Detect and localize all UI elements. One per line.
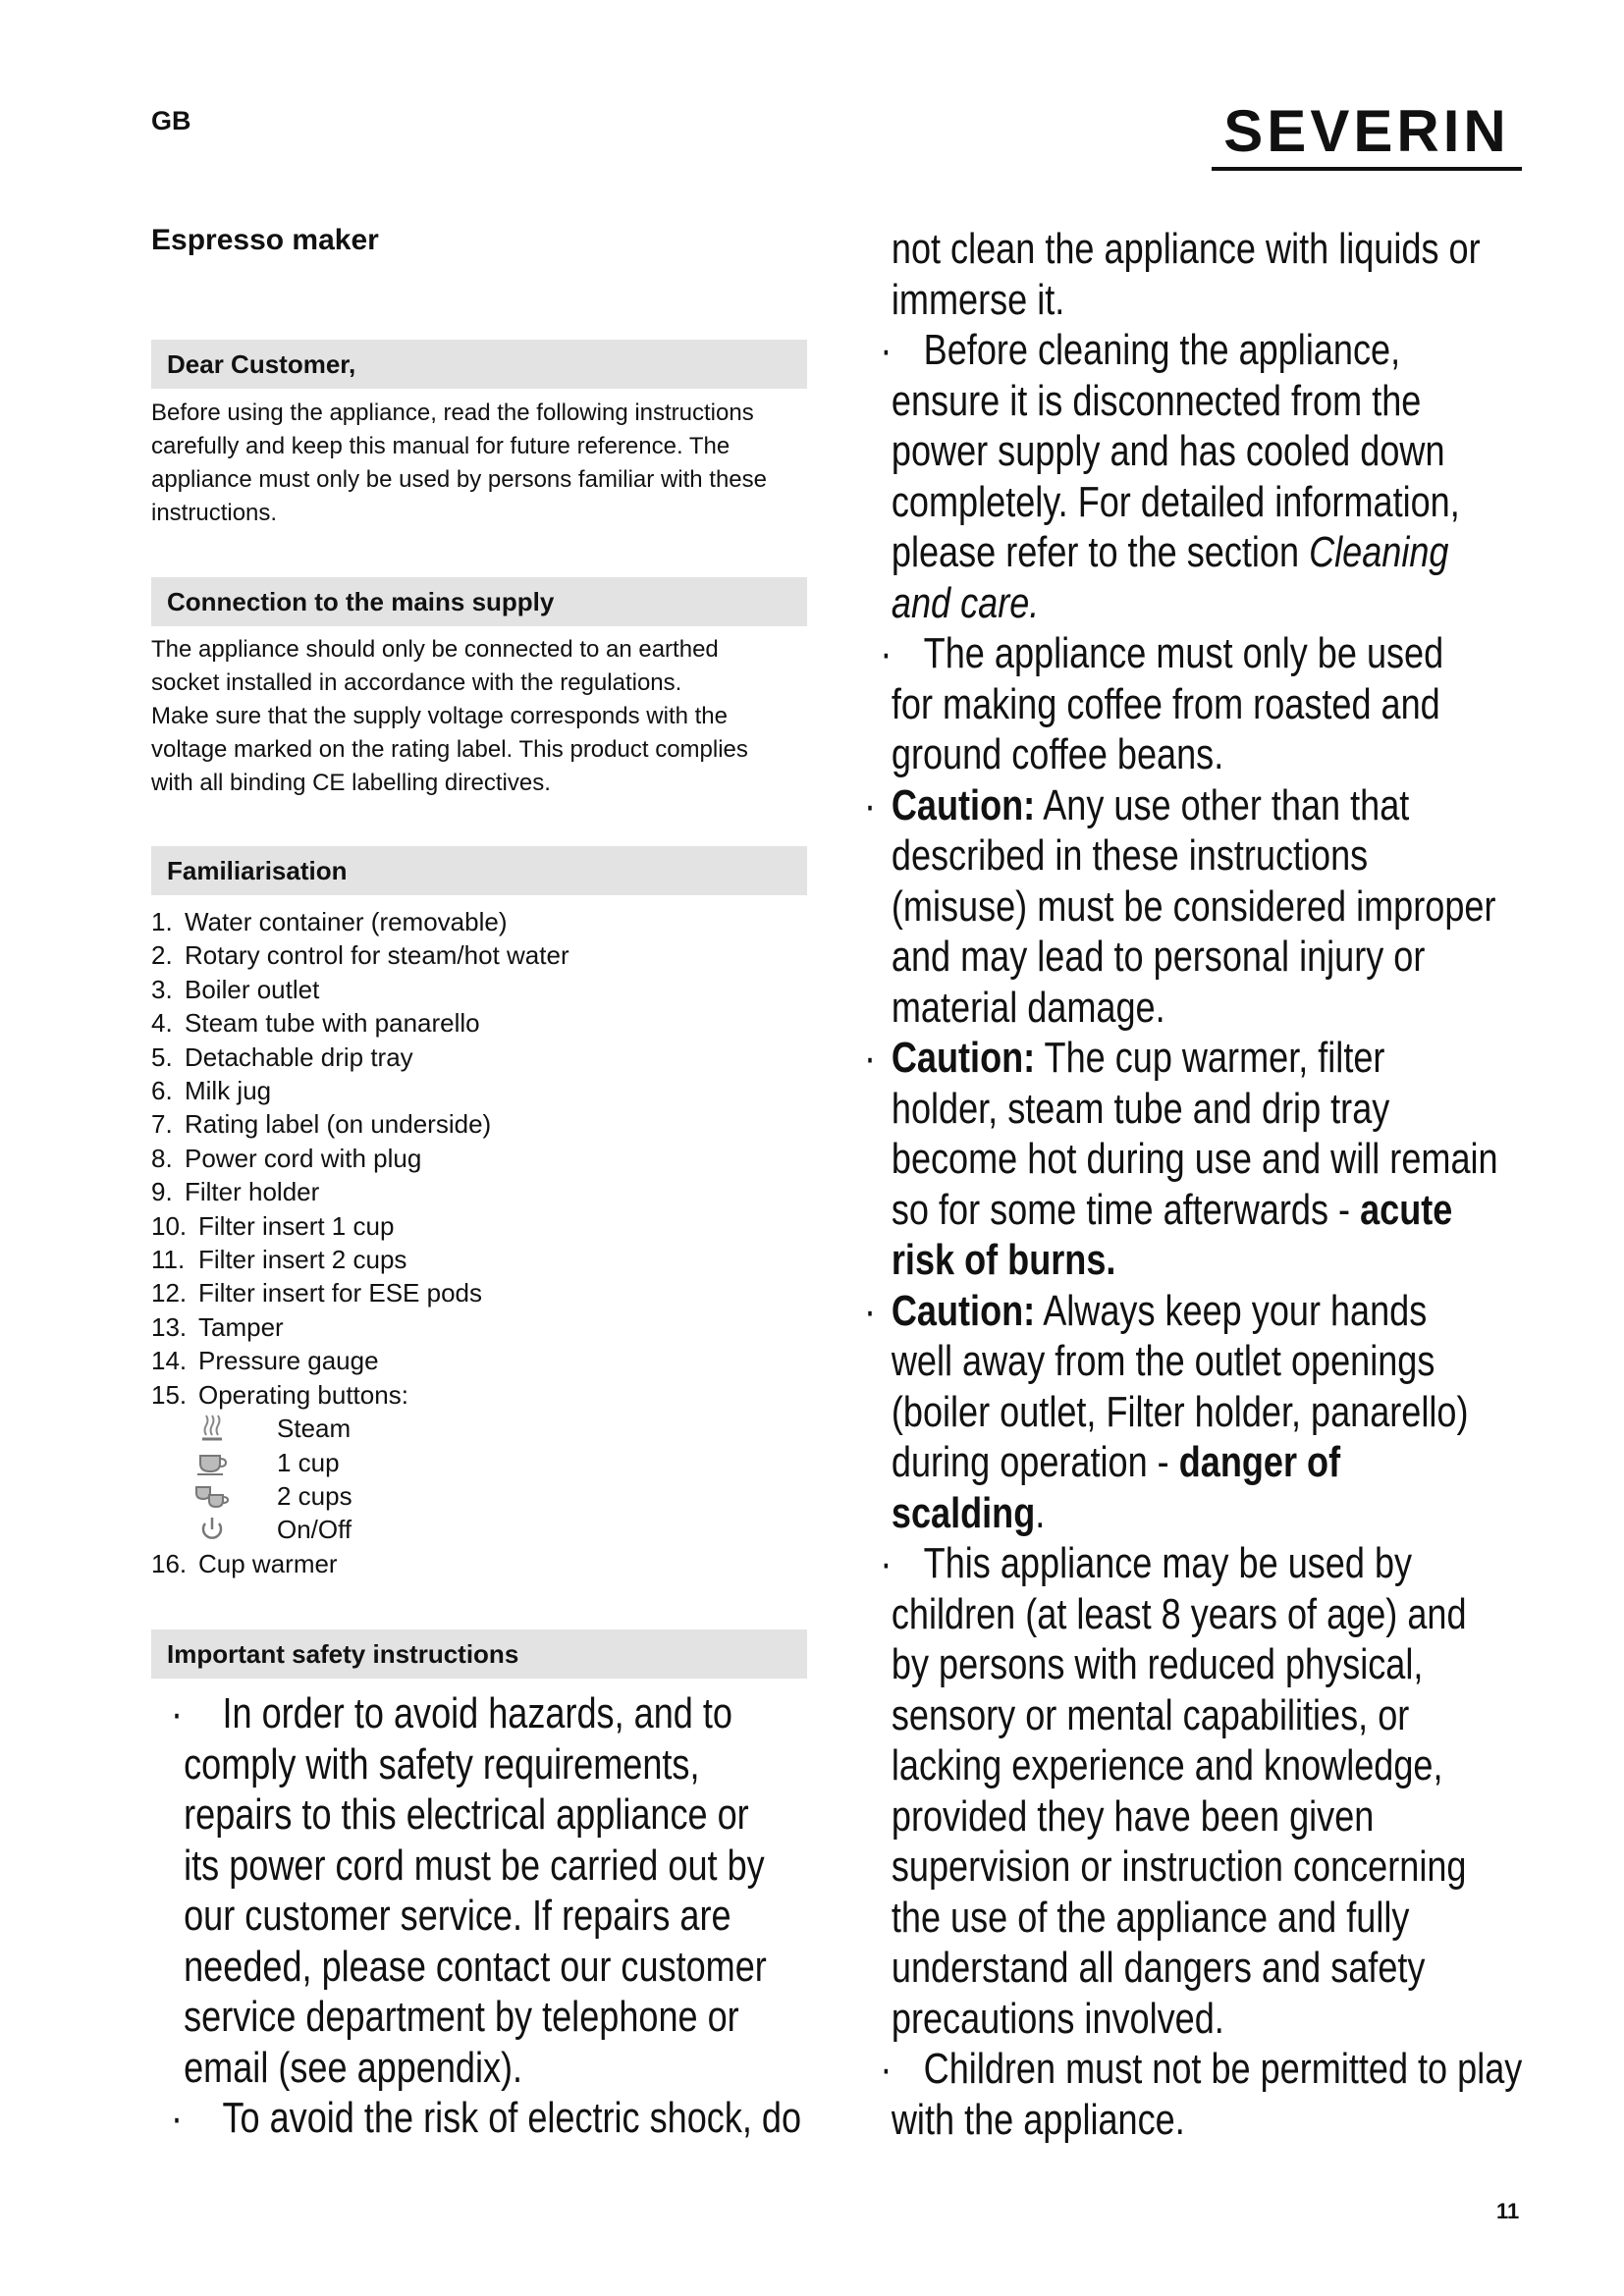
caution-label: Caution: xyxy=(891,1034,1036,1082)
text-line: well away from the outlet openings xyxy=(891,1337,1435,1385)
text-line: and care. xyxy=(891,578,1040,627)
text-line: Make sure that the supply voltage corresponds with the xyxy=(151,703,728,729)
list-item: 7. Rating label (on underside) xyxy=(151,1109,492,1140)
text-line: voltage marked on the rating label. This product complies xyxy=(151,736,748,763)
caution-label: Caution: xyxy=(891,1286,1036,1335)
text-line: with all binding CE labelling directives. xyxy=(151,770,551,796)
customer-paragraph xyxy=(151,397,819,530)
text-line: and may lead to personal injury or xyxy=(891,933,1426,981)
text-line: not clean the appliance with liquids or xyxy=(891,225,1481,273)
text-line: · This appliance may be used by xyxy=(880,1539,1413,1587)
text-line: socket installed in accordance with the regulations. xyxy=(151,669,682,696)
section-header-familiarisation: Familiarisation xyxy=(151,846,807,895)
text-line: · Caution: Always keep your hands xyxy=(864,1286,1428,1335)
text-line: with the appliance. xyxy=(891,2095,1185,2144)
parts-list-continued xyxy=(151,1547,338,1580)
section-header-safety: Important safety instructions xyxy=(151,1629,807,1679)
safety-text-right xyxy=(864,224,1522,2145)
text-line: please refer to the section Cleaning xyxy=(891,528,1449,576)
text-line: precautions involved. xyxy=(891,1994,1224,2043)
one-cup-icon xyxy=(194,1448,230,1477)
language-code: GB xyxy=(151,106,191,135)
text-line: supervision or instruction concerning xyxy=(891,1842,1467,1891)
text-line: children (at least 8 years of age) and xyxy=(891,1589,1467,1638)
list-item: 10. Filter insert 1 cup xyxy=(151,1210,395,1241)
text-line: so for some time afterwards - acute xyxy=(891,1185,1453,1234)
list-item: 1 cup xyxy=(194,1445,352,1478)
text-line: power supply and has cooled down xyxy=(891,427,1445,475)
list-item: 9. Filter holder xyxy=(151,1177,320,1207)
text-line: our customer service. If repairs are xyxy=(184,1892,731,1940)
two-cups-icon xyxy=(194,1481,230,1511)
text-line: service department by telephone or xyxy=(184,1993,739,2041)
text-line: its power cord must be carried out by xyxy=(184,1841,765,1890)
text-line: risk of burns. xyxy=(891,1236,1116,1284)
list-item: 14. Pressure gauge xyxy=(151,1346,379,1376)
text-line: needed, please contact our customer xyxy=(184,1942,767,1991)
text-line: material damage. xyxy=(891,983,1165,1032)
list-item: 2 cups xyxy=(194,1479,352,1513)
list-item: 11. Filter insert 2 cups xyxy=(151,1245,407,1275)
list-item: 16. Cup warmer xyxy=(151,1549,338,1578)
text-line: · Caution: The cup warmer, filter xyxy=(864,1034,1385,1082)
mains-paragraph xyxy=(151,633,819,800)
list-item: 4. Steam tube with panarello xyxy=(151,1008,480,1039)
list-item: 2. Rotary control for steam/hot water xyxy=(151,940,569,971)
text-line: immerse it. xyxy=(891,275,1065,324)
text-line: · In order to avoid hazards, and to xyxy=(171,1689,732,1737)
text-line: instructions. xyxy=(151,500,278,526)
parts-list xyxy=(151,905,569,1412)
text-line: (misuse) must be considered improper xyxy=(891,881,1496,931)
brand-underline xyxy=(1212,167,1522,171)
text-line: described in these instructions xyxy=(891,831,1369,880)
text-line: · To avoid the risk of electric shock, do xyxy=(171,2094,802,2142)
list-item: Steam xyxy=(194,1412,352,1445)
text-line: repairs to this electrical appliance or xyxy=(184,1790,749,1839)
text-line: scalding. xyxy=(891,1488,1046,1537)
text-line: comply with safety requirements, xyxy=(184,1739,700,1789)
text-line: · Before cleaning the appliance, xyxy=(880,326,1401,374)
list-item: 13. Tamper xyxy=(151,1311,284,1342)
list-item: 15. Operating buttons: xyxy=(151,1379,408,1410)
text-line: holder, steam tube and drip tray xyxy=(891,1084,1390,1133)
safety-text-left xyxy=(171,1688,801,2144)
text-line: understand all dangers and safety xyxy=(891,1944,1426,1992)
text-line: · Children must not be permitted to play xyxy=(880,2045,1523,2093)
list-item: On/Off xyxy=(194,1513,352,1546)
text-line: (boiler outlet, Filter holder, panarello) xyxy=(891,1387,1469,1436)
list-item: 12. Filter insert for ESE pods xyxy=(151,1278,482,1308)
text-line: ensure it is disconnected from the xyxy=(891,376,1422,425)
list-item: 5. Detachable drip tray xyxy=(151,1041,413,1072)
page-number: 11 xyxy=(1496,2199,1520,2223)
caution-label: Caution: xyxy=(891,780,1036,829)
text-line: ground coffee beans. xyxy=(891,730,1224,778)
text-line: Before using the appliance, read the following instructions xyxy=(151,400,754,426)
text-line: appliance must only be used by persons familiar with these xyxy=(151,466,767,493)
list-item: 6. Milk jug xyxy=(151,1076,272,1106)
text-line: carefully and keep this manual for future reference. The xyxy=(151,433,731,459)
text-line: during operation - danger of xyxy=(891,1438,1341,1486)
list-item: 1. Water container (removable) xyxy=(151,907,508,936)
text-line: by persons with reduced physical, xyxy=(891,1640,1424,1688)
operating-buttons-list xyxy=(194,1412,352,1547)
power-icon xyxy=(194,1515,230,1544)
section-header-dear-customer: Dear Customer, xyxy=(151,340,807,389)
text-line: for making coffee from roasted and xyxy=(891,679,1440,728)
text-line: become hot during use and will remain xyxy=(891,1135,1498,1183)
document-title: Espresso maker xyxy=(151,224,379,256)
text-line: sensory or mental capabilities, or xyxy=(891,1690,1410,1739)
list-item: 8. Power cord with plug xyxy=(151,1143,422,1173)
text-line: The appliance should only be connected to an earthed xyxy=(151,636,719,663)
text-line: lacking experience and knowledge, xyxy=(891,1741,1443,1789)
text-line: the use of the appliance and fully xyxy=(891,1893,1410,1942)
text-line: · Caution: Any use other than that xyxy=(864,780,1410,829)
section-header-mains-supply: Connection to the mains supply xyxy=(151,577,807,626)
text-line: email (see appendix). xyxy=(184,2043,523,2092)
list-item: 3. Boiler outlet xyxy=(151,974,320,1004)
text-line: · The appliance must only be used xyxy=(880,629,1444,677)
steam-icon xyxy=(194,1414,230,1443)
text-line: completely. For detailed information, xyxy=(891,477,1460,526)
text-line: provided they have been given xyxy=(891,1791,1375,1841)
brand-logo: SEVERIN xyxy=(1223,98,1510,164)
